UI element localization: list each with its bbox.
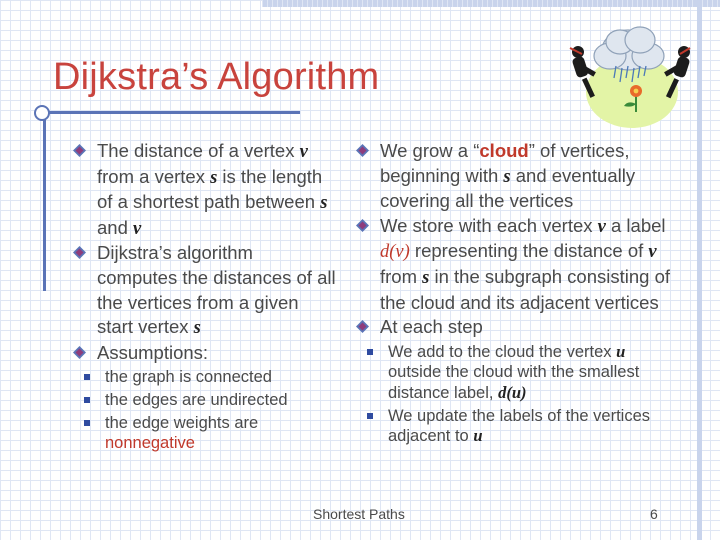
square-bullet-icon [84, 397, 90, 403]
bullet-text: The distance of a vertex [97, 140, 300, 161]
bullet-text: We store with each vertex [380, 214, 598, 236]
bullet-distance-definition [72, 139, 337, 241]
bullet-text: a label [605, 214, 666, 236]
math-var: s [210, 167, 218, 188]
cloud-illustration [566, 8, 694, 130]
bullet-text: is the length of a shortest path between [97, 165, 323, 213]
diamond-bullet-icon [73, 346, 86, 359]
right-column [355, 139, 680, 447]
square-bullet-icon [84, 374, 90, 380]
math-var: v [597, 216, 606, 237]
bullet-assumptions [72, 341, 337, 366]
title-ring-ornament [34, 105, 50, 121]
bullet-text: ” of vertices, beginning with [380, 140, 630, 186]
math-var: v [648, 242, 657, 263]
footer-title: Shortest Paths [313, 506, 405, 522]
highlight-nonnegative: nonnegative [105, 434, 195, 453]
title-vertical-rule [43, 111, 46, 291]
math-var: s [320, 193, 328, 214]
assumptions-list [72, 367, 337, 453]
math-var: s [422, 267, 430, 288]
math-var: s [193, 318, 201, 339]
math-var: u [473, 426, 483, 446]
sub-bullet-connected [72, 367, 337, 388]
diamond-bullet-icon [356, 144, 369, 157]
bullet-each-step [355, 315, 680, 340]
math-var: v [299, 142, 308, 162]
bullet-text: At each step [380, 316, 483, 338]
square-bullet-icon [367, 349, 373, 355]
diamond-bullet-icon [356, 320, 369, 333]
slide-title: Dijkstra’s Algorithm [53, 56, 380, 98]
bullet-text: from [380, 265, 423, 287]
diamond-bullet-icon [73, 246, 86, 259]
bullet-store-label [355, 214, 680, 315]
sub-bullet-text: the edge weights are [105, 413, 259, 432]
math-var: s [503, 166, 511, 187]
bullet-text: and eventually covering all the vertices [380, 164, 636, 212]
sub-bullet-text: We update the labels of the vertices adjacent to [388, 406, 651, 446]
square-bullet-icon [84, 420, 90, 426]
sub-bullet-nonnegative [72, 413, 337, 454]
bullet-text: Assumptions: [97, 341, 209, 363]
distance-label: d(v) [380, 242, 410, 263]
math-var: u [616, 341, 626, 361]
bullet-text: Dijkstra’s algorithm computes the distances of all the vertices from a given start vertex [97, 242, 336, 338]
sub-bullet-undirected [72, 390, 337, 411]
bullet-text: and [97, 216, 134, 238]
bullet-algorithm-summary [72, 241, 337, 340]
bullet-grow-cloud [355, 139, 680, 214]
page-number: 6 [650, 506, 658, 522]
sub-bullet-text: the edges are undirected [105, 390, 288, 409]
diamond-bullet-icon [73, 144, 86, 157]
square-bullet-icon [367, 413, 373, 419]
left-column [72, 139, 337, 454]
step-list [355, 342, 680, 447]
bullet-text: We grow a “ [380, 140, 480, 161]
highlight-cloud: cloud [479, 140, 529, 161]
top-decoration-band [262, 0, 720, 7]
distance-label: d(u) [498, 382, 527, 402]
sub-bullet-text: outside the cloud with the smallest distance label, [388, 363, 640, 402]
sub-bullet-text: We add to the cloud the vertex [388, 342, 617, 361]
sub-bullet-update-labels [355, 406, 680, 447]
bullet-text: from a vertex [97, 165, 211, 187]
math-var: v [133, 218, 142, 239]
title-underline [38, 111, 300, 114]
diamond-bullet-icon [356, 219, 369, 232]
bullet-text: representing the distance of [409, 240, 649, 262]
bullet-text: in the subgraph consisting of the cloud and its adjacent vertices [380, 265, 670, 313]
sub-bullet-text: the graph is connected [105, 368, 272, 387]
right-decoration-rail [697, 0, 702, 540]
sub-bullet-add-vertex [355, 342, 680, 404]
